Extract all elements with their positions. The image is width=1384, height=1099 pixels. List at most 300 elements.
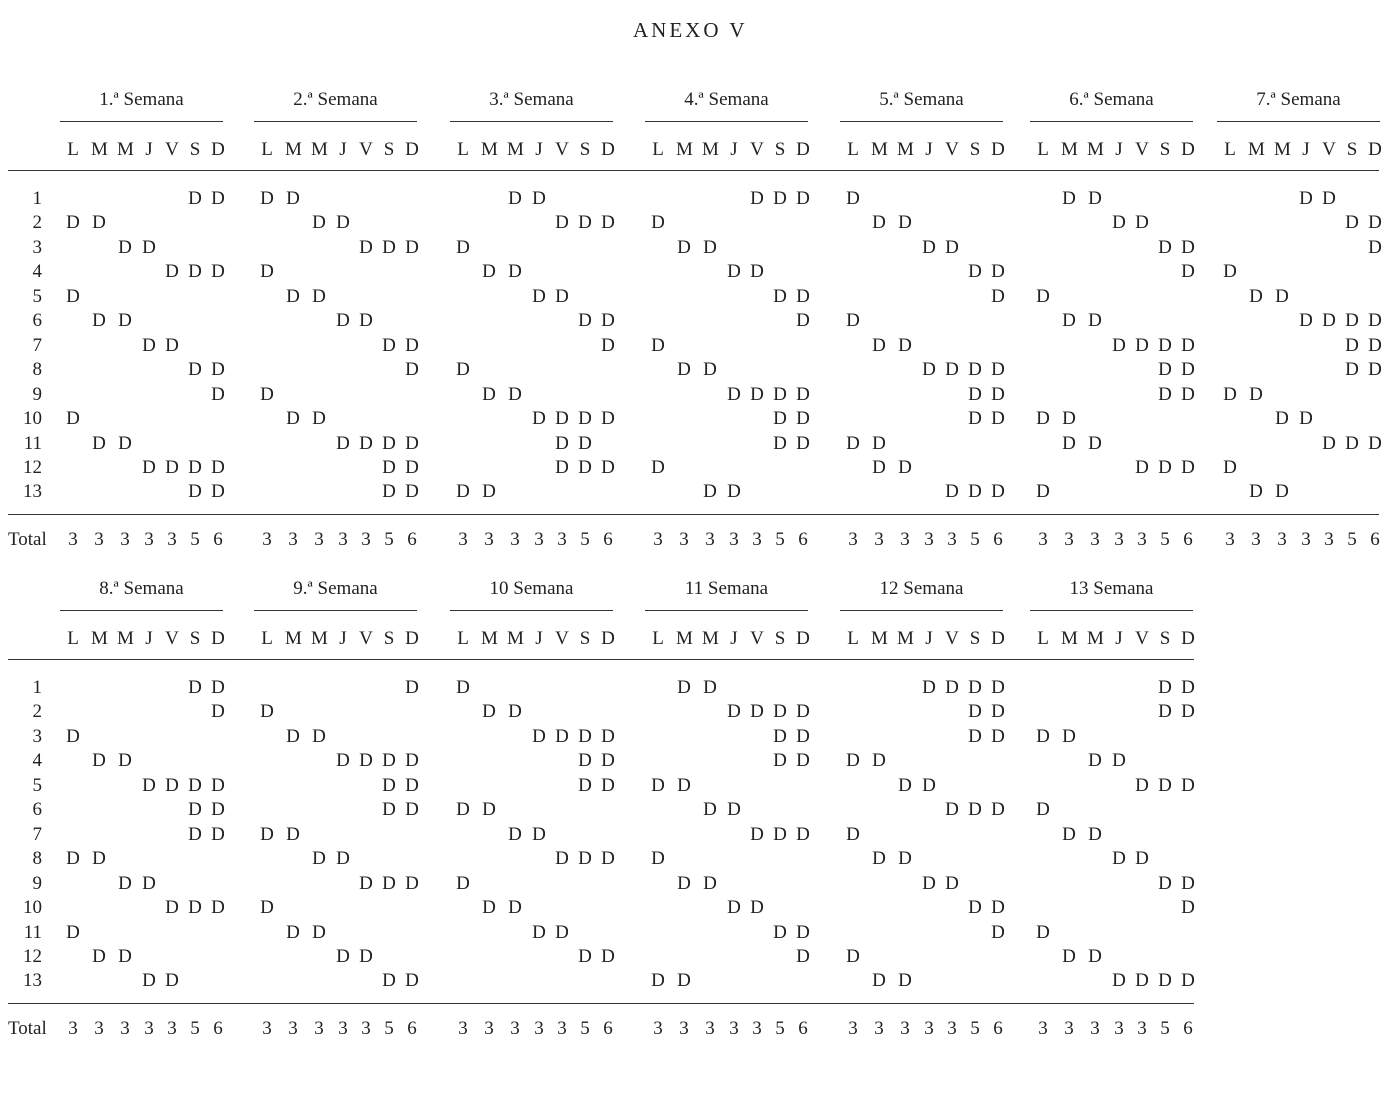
- rest-day-mark: D: [727, 481, 741, 503]
- week-underline: [840, 121, 1003, 122]
- rest-day-mark: D: [945, 236, 959, 258]
- rest-day-mark: D: [1223, 456, 1237, 478]
- rest-day-mark: D: [991, 921, 1005, 943]
- week-label: 5.ª Semana: [879, 89, 964, 110]
- day-header: V: [750, 628, 764, 649]
- rest-day-mark: D: [359, 872, 373, 894]
- day-header: S: [774, 628, 786, 649]
- rest-day-mark: D: [898, 774, 912, 796]
- day-header: S: [969, 628, 981, 649]
- rest-day-mark: D: [968, 799, 982, 821]
- rest-day-mark: D: [1135, 848, 1149, 870]
- rest-day-mark: D: [312, 285, 326, 307]
- rest-day-mark: D: [188, 188, 202, 209]
- rest-day-mark: D: [898, 456, 912, 478]
- total-value: 5: [1160, 529, 1170, 550]
- week-label: 9.ª Semana: [293, 578, 378, 599]
- rest-day-mark: D: [1181, 359, 1195, 381]
- day-header: M: [1061, 139, 1078, 160]
- rest-day-mark: D: [898, 970, 912, 992]
- rest-day-mark: D: [482, 383, 496, 405]
- rest-day-mark: D: [773, 383, 787, 405]
- rest-day-mark: D: [1088, 310, 1102, 332]
- rest-day-mark: D: [211, 359, 225, 381]
- rest-day-mark: D: [359, 945, 373, 967]
- rest-day-mark: D: [968, 408, 982, 430]
- row-number: 7: [32, 823, 42, 845]
- rest-day-mark: D: [1345, 310, 1359, 332]
- total-value: 3: [361, 529, 371, 550]
- day-header: D: [796, 628, 810, 649]
- rest-day-mark: D: [1112, 212, 1126, 234]
- rest-day-mark: D: [66, 725, 80, 747]
- row-number: 9: [32, 383, 42, 405]
- rest-day-mark: D: [991, 701, 1005, 723]
- day-header: M: [311, 139, 328, 160]
- rest-day-mark: D: [578, 774, 592, 796]
- total-value: 3: [874, 1018, 884, 1039]
- row-number: 1: [32, 677, 42, 698]
- day-header: S: [969, 139, 981, 160]
- total-value: 3: [1251, 529, 1261, 550]
- rest-day-mark: D: [336, 310, 350, 332]
- total-rule: [8, 1003, 1194, 1004]
- rest-day-mark: D: [922, 236, 936, 258]
- total-value: 3: [458, 1018, 468, 1039]
- rest-day-mark: D: [66, 212, 80, 234]
- rest-day-mark: D: [968, 725, 982, 747]
- total-value: 3: [262, 1018, 272, 1039]
- rest-day-mark: D: [1275, 408, 1289, 430]
- rest-day-mark: D: [872, 212, 886, 234]
- total-value: 3: [752, 529, 762, 550]
- total-value: 3: [924, 529, 934, 550]
- total-value: 3: [947, 1018, 957, 1039]
- rest-day-mark: D: [773, 823, 787, 845]
- rest-day-mark: D: [508, 897, 522, 919]
- rest-day-mark: D: [286, 725, 300, 747]
- rest-day-mark: D: [727, 383, 741, 405]
- rest-day-mark: D: [118, 236, 132, 258]
- rest-day-mark: D: [750, 188, 764, 209]
- total-value: 3: [144, 1018, 154, 1039]
- rest-day-mark: D: [922, 774, 936, 796]
- rest-day-mark: D: [677, 359, 691, 381]
- total-value: 3: [653, 529, 663, 550]
- day-header: M: [507, 139, 524, 160]
- rest-day-mark: D: [922, 359, 936, 381]
- rest-day-mark: D: [846, 188, 860, 209]
- rest-day-mark: D: [1036, 408, 1050, 430]
- rest-day-mark: D: [211, 188, 225, 209]
- row-number: 2: [32, 212, 42, 234]
- rest-day-mark: D: [165, 261, 179, 283]
- rest-day-mark: D: [260, 188, 274, 209]
- day-header: S: [1159, 139, 1171, 160]
- rest-day-mark: D: [211, 701, 225, 723]
- rest-day-mark: D: [703, 799, 717, 821]
- rest-day-mark: D: [727, 799, 741, 821]
- day-header: J: [730, 139, 738, 160]
- day-header: V: [945, 628, 959, 649]
- rest-day-mark: D: [382, 872, 396, 894]
- rest-day-mark: D: [945, 799, 959, 821]
- rest-day-mark: D: [1345, 212, 1359, 234]
- day-header: L: [1037, 139, 1049, 160]
- day-header: M: [702, 628, 719, 649]
- rest-day-mark: D: [555, 848, 569, 870]
- total-value: 3: [557, 1018, 567, 1039]
- rest-day-mark: D: [286, 921, 300, 943]
- total-value: 3: [120, 1018, 130, 1039]
- total-value: 6: [407, 529, 417, 550]
- total-value: 5: [1160, 1018, 1170, 1039]
- rest-day-mark: D: [142, 456, 156, 478]
- total-value: 3: [144, 529, 154, 550]
- rest-day-mark: D: [382, 481, 396, 503]
- row-number: 4: [32, 750, 42, 772]
- rest-day-mark: D: [405, 236, 419, 258]
- row-number: 9: [32, 872, 42, 894]
- rest-day-mark: D: [703, 359, 717, 381]
- rest-day-mark: D: [456, 799, 470, 821]
- total-value: 3: [848, 529, 858, 550]
- rest-day-mark: D: [405, 677, 419, 698]
- rest-day-mark: D: [1181, 334, 1195, 356]
- rest-day-mark: D: [945, 481, 959, 503]
- day-header: J: [339, 139, 347, 160]
- day-header: S: [189, 628, 201, 649]
- rest-day-mark: D: [796, 383, 810, 405]
- rest-day-mark: D: [508, 823, 522, 845]
- day-header: D: [1181, 628, 1195, 649]
- rest-day-mark: D: [796, 945, 810, 967]
- rest-day-mark: D: [312, 408, 326, 430]
- rest-day-mark: D: [1112, 334, 1126, 356]
- total-value: 3: [900, 529, 910, 550]
- week-label: 13 Semana: [1069, 578, 1154, 599]
- rest-day-mark: D: [382, 799, 396, 821]
- week-underline: [450, 610, 613, 611]
- day-header: J: [1115, 628, 1123, 649]
- day-header: M: [1087, 628, 1104, 649]
- rest-day-mark: D: [508, 701, 522, 723]
- day-header: L: [261, 139, 273, 160]
- day-header: L: [847, 628, 859, 649]
- header-rule: [8, 659, 1194, 660]
- day-header: L: [457, 628, 469, 649]
- day-header: M: [702, 139, 719, 160]
- rest-day-mark: D: [312, 725, 326, 747]
- rest-day-mark: D: [286, 188, 300, 209]
- rest-day-mark: D: [92, 310, 106, 332]
- rest-day-mark: D: [578, 725, 592, 747]
- total-value: 3: [534, 1018, 544, 1039]
- week-label: 11 Semana: [684, 578, 769, 599]
- rest-day-mark: D: [968, 677, 982, 698]
- rest-day-mark: D: [991, 677, 1005, 698]
- day-header: M: [676, 628, 693, 649]
- rest-day-mark: D: [1368, 432, 1382, 454]
- row-number: 6: [32, 799, 42, 821]
- week-underline: [645, 610, 808, 611]
- rest-day-mark: D: [532, 285, 546, 307]
- rest-day-mark: D: [578, 456, 592, 478]
- rest-day-mark: D: [260, 383, 274, 405]
- week-label: 6.ª Semana: [1069, 89, 1154, 110]
- total-value: 3: [167, 529, 177, 550]
- rest-day-mark: D: [555, 432, 569, 454]
- rest-day-mark: D: [165, 456, 179, 478]
- rest-day-mark: D: [651, 774, 665, 796]
- rest-day-mark: D: [359, 432, 373, 454]
- rest-day-mark: D: [92, 848, 106, 870]
- rest-day-mark: D: [1158, 701, 1172, 723]
- rest-day-mark: D: [165, 774, 179, 796]
- total-value: 3: [458, 529, 468, 550]
- total-value: 3: [1114, 1018, 1124, 1039]
- day-header: D: [1181, 139, 1195, 160]
- rest-day-mark: D: [1135, 774, 1149, 796]
- row-number: 8: [32, 359, 42, 381]
- total-value: 3: [653, 1018, 663, 1039]
- rest-day-mark: D: [727, 897, 741, 919]
- rest-day-mark: D: [703, 481, 717, 503]
- rest-day-mark: D: [118, 945, 132, 967]
- row-number: 3: [32, 725, 42, 747]
- rest-day-mark: D: [1036, 725, 1050, 747]
- total-value: 3: [314, 1018, 324, 1039]
- week-label: 12 Semana: [879, 578, 964, 599]
- rest-day-mark: D: [677, 236, 691, 258]
- rest-day-mark: D: [1181, 970, 1195, 992]
- row-number: 12: [23, 456, 42, 478]
- total-value: 3: [510, 1018, 520, 1039]
- rest-day-mark: D: [898, 212, 912, 234]
- total-value: 5: [1347, 529, 1357, 550]
- rest-day-mark: D: [1368, 310, 1382, 332]
- day-header: D: [1368, 139, 1382, 160]
- day-header: M: [91, 628, 108, 649]
- day-header: M: [1248, 139, 1265, 160]
- rest-day-mark: D: [1322, 432, 1336, 454]
- total-value: 3: [534, 529, 544, 550]
- rest-day-mark: D: [677, 970, 691, 992]
- rest-day-mark: D: [1368, 236, 1382, 258]
- week-underline: [254, 610, 417, 611]
- total-label: Total: [8, 529, 47, 550]
- rest-day-mark: D: [66, 921, 80, 943]
- rest-day-mark: D: [508, 188, 522, 209]
- day-header: M: [91, 139, 108, 160]
- total-value: 3: [68, 529, 78, 550]
- rest-day-mark: D: [532, 188, 546, 209]
- rest-day-mark: D: [382, 774, 396, 796]
- day-header: L: [652, 139, 664, 160]
- rest-day-mark: D: [1158, 774, 1172, 796]
- rest-day-mark: D: [1181, 383, 1195, 405]
- rest-day-mark: D: [188, 261, 202, 283]
- week-label: 3.ª Semana: [489, 89, 574, 110]
- rest-day-mark: D: [165, 970, 179, 992]
- rest-day-mark: D: [312, 212, 326, 234]
- rest-day-mark: D: [727, 701, 741, 723]
- rest-day-mark: D: [456, 236, 470, 258]
- rest-day-mark: D: [118, 310, 132, 332]
- day-header: V: [1135, 628, 1149, 649]
- rest-day-mark: D: [773, 188, 787, 209]
- rest-day-mark: D: [359, 310, 373, 332]
- rest-day-mark: D: [846, 310, 860, 332]
- rest-day-mark: D: [532, 408, 546, 430]
- day-header: M: [507, 628, 524, 649]
- rest-day-mark: D: [336, 432, 350, 454]
- rest-day-mark: D: [1158, 383, 1172, 405]
- total-value: 5: [190, 1018, 200, 1039]
- total-value: 6: [1370, 529, 1380, 550]
- rest-day-mark: D: [142, 774, 156, 796]
- rest-day-mark: D: [555, 725, 569, 747]
- rest-day-mark: D: [1112, 750, 1126, 772]
- rest-day-mark: D: [796, 285, 810, 307]
- rest-day-mark: D: [118, 432, 132, 454]
- total-value: 3: [1038, 529, 1048, 550]
- rest-day-mark: D: [773, 750, 787, 772]
- rest-day-mark: D: [991, 261, 1005, 283]
- rest-day-mark: D: [532, 921, 546, 943]
- day-header: M: [676, 139, 693, 160]
- rest-day-mark: D: [286, 823, 300, 845]
- rest-day-mark: D: [92, 750, 106, 772]
- total-value: 3: [1137, 1018, 1147, 1039]
- rest-day-mark: D: [750, 261, 764, 283]
- total-value: 3: [557, 529, 567, 550]
- rest-day-mark: D: [508, 261, 522, 283]
- week-underline: [840, 610, 1003, 611]
- rest-day-mark: D: [796, 701, 810, 723]
- rest-day-mark: D: [1062, 408, 1076, 430]
- total-value: 3: [705, 1018, 715, 1039]
- rest-day-mark: D: [1223, 383, 1237, 405]
- rest-day-mark: D: [1299, 188, 1313, 209]
- day-header: D: [991, 139, 1005, 160]
- rest-day-mark: D: [1249, 383, 1263, 405]
- total-value: 3: [729, 529, 739, 550]
- rest-day-mark: D: [1088, 945, 1102, 967]
- rest-day-mark: D: [968, 261, 982, 283]
- rest-day-mark: D: [1322, 188, 1336, 209]
- week-underline: [1030, 610, 1193, 611]
- rest-day-mark: D: [336, 750, 350, 772]
- rest-day-mark: D: [555, 408, 569, 430]
- rest-day-mark: D: [382, 970, 396, 992]
- rest-day-mark: D: [846, 945, 860, 967]
- total-value: 3: [924, 1018, 934, 1039]
- rest-day-mark: D: [796, 188, 810, 209]
- rest-day-mark: D: [382, 456, 396, 478]
- rest-day-mark: D: [601, 408, 615, 430]
- rest-day-mark: D: [188, 799, 202, 821]
- total-value: 3: [1038, 1018, 1048, 1039]
- rest-day-mark: D: [482, 481, 496, 503]
- rest-day-mark: D: [1088, 188, 1102, 209]
- rest-day-mark: D: [651, 334, 665, 356]
- rest-day-mark: D: [872, 970, 886, 992]
- total-value: 6: [798, 529, 808, 550]
- rest-day-mark: D: [555, 921, 569, 943]
- day-header: L: [67, 139, 79, 160]
- rest-day-mark: D: [796, 823, 810, 845]
- rest-day-mark: D: [750, 383, 764, 405]
- rest-day-mark: D: [727, 261, 741, 283]
- rest-day-mark: D: [991, 481, 1005, 503]
- total-value: 6: [407, 1018, 417, 1039]
- rest-day-mark: D: [211, 897, 225, 919]
- rest-day-mark: D: [142, 334, 156, 356]
- total-value: 3: [338, 1018, 348, 1039]
- rest-day-mark: D: [796, 310, 810, 332]
- rest-day-mark: D: [796, 750, 810, 772]
- rest-day-mark: D: [578, 945, 592, 967]
- total-value: 3: [1114, 529, 1124, 550]
- rest-day-mark: D: [1345, 432, 1359, 454]
- rest-day-mark: D: [703, 677, 717, 698]
- rest-day-mark: D: [601, 334, 615, 356]
- rest-day-mark: D: [922, 677, 936, 698]
- rest-day-mark: D: [991, 285, 1005, 307]
- rest-day-mark: D: [601, 750, 615, 772]
- week-underline: [450, 121, 613, 122]
- rest-day-mark: D: [555, 456, 569, 478]
- rest-day-mark: D: [750, 897, 764, 919]
- total-value: 3: [288, 1018, 298, 1039]
- rest-day-mark: D: [1368, 212, 1382, 234]
- rest-day-mark: D: [578, 750, 592, 772]
- day-header: D: [796, 139, 810, 160]
- rest-day-mark: D: [703, 236, 717, 258]
- rest-day-mark: D: [1158, 236, 1172, 258]
- week-underline: [60, 610, 223, 611]
- rest-day-mark: D: [872, 750, 886, 772]
- week-underline: [645, 121, 808, 122]
- week-underline: [1030, 121, 1193, 122]
- rest-day-mark: D: [188, 897, 202, 919]
- total-value: 3: [1090, 1018, 1100, 1039]
- rest-day-mark: D: [651, 456, 665, 478]
- day-header: J: [925, 139, 933, 160]
- rest-day-mark: D: [1062, 432, 1076, 454]
- day-header: V: [1135, 139, 1149, 160]
- rest-day-mark: D: [1275, 285, 1289, 307]
- rest-day-mark: D: [773, 285, 787, 307]
- total-value: 6: [603, 529, 613, 550]
- rest-day-mark: D: [651, 970, 665, 992]
- rest-day-mark: D: [898, 848, 912, 870]
- row-number: 10: [23, 408, 42, 430]
- day-header: D: [211, 139, 225, 160]
- header-rule: [8, 170, 1379, 171]
- row-number: 4: [32, 261, 42, 283]
- rest-day-mark: D: [1368, 334, 1382, 356]
- rest-day-mark: D: [651, 212, 665, 234]
- rest-day-mark: D: [286, 408, 300, 430]
- day-header: L: [457, 139, 469, 160]
- rest-day-mark: D: [1088, 432, 1102, 454]
- rest-day-mark: D: [677, 872, 691, 894]
- total-value: 3: [314, 529, 324, 550]
- rest-day-mark: D: [601, 310, 615, 332]
- rest-day-mark: D: [165, 334, 179, 356]
